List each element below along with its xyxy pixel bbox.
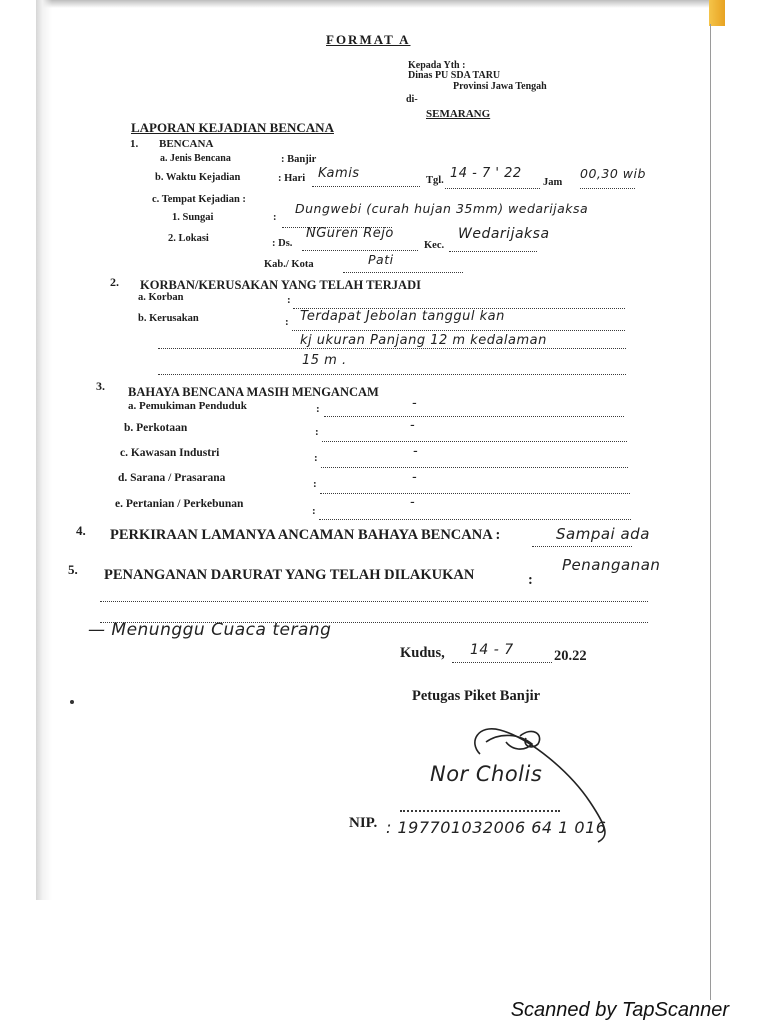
section5-number: 5. [68,562,78,577]
hari-label: : Hari [278,173,306,184]
section2-number: 2. [110,275,119,289]
kudus-date: 14 - 7 [470,642,514,658]
kerusakan-value-2: kj ukuran Panjang 12 m kedalaman [300,333,547,348]
tgl-label: Tgl. [426,175,444,186]
lokasi-label: 2. Lokasi [168,233,209,244]
pemukiman-colon: : [316,403,320,415]
provinsi-label: Provinsi Jawa Tengah [453,81,547,92]
section4-value-2: Penanganan [562,556,661,574]
jam-label: Jam [543,177,563,188]
section4-heading: PERKIRAAN LAMANYA ANCAMAN BAHAYA BENCANA : [110,527,501,543]
kecamatan-label: Kec. [424,240,445,251]
kabupaten-label: Kab./ Kota [264,259,314,270]
section4-line [532,546,632,547]
perkotaan-value: - [410,418,416,433]
jam-value: 00,30 wib [580,166,646,181]
perkotaan-colon: : [315,426,319,438]
pertanian-colon: : [312,505,316,517]
pertanian-value: - [410,495,416,510]
pertanian-label: e. Pertanian / Perkebunan [115,498,244,510]
section5-line-1 [100,601,648,602]
section5-colon: : [528,572,533,588]
pemukiman-line [324,416,624,417]
kabupaten-value: Pati [368,252,394,267]
kerusakan-colon: : [285,316,289,328]
dinas-label: Dinas PU SDA TARU [408,70,501,81]
format-title: FORMAT A [326,32,411,47]
pemukiman-value: - [412,396,418,411]
kerusakan-line-1 [292,330,625,331]
nip-label: NIP. [349,815,378,831]
kawasan-industri-colon: : [314,452,318,464]
petugas-title: Petugas Piket Banjir [412,688,541,704]
section1-heading: BENCANA [159,138,214,150]
kawasan-industri-label: c. Kawasan Industri [120,447,220,459]
kudus-year: 20.22 [554,648,587,664]
waktu-kejadian-label: b. Waktu Kejadian [155,172,241,183]
di-label: di- [406,94,418,105]
section5-heading: PENANGANAN DARURAT YANG TELAH DILAKUKAN [104,567,475,583]
sungai-value: Dungwebi (curah hujan 35mm) wedarijaksa [295,201,589,216]
desa-value: NGuren Rejo [306,226,394,241]
sungai-colon: : [273,212,277,223]
sungai-label: 1. Sungai [172,212,214,223]
kecamatan-value: Wedarijaksa [458,226,550,242]
sarana-prasarana-line [320,493,630,494]
perkotaan-label: b. Perkotaan [124,422,188,434]
kudus-date-line [452,662,552,663]
korban-colon: : [287,294,291,306]
sarana-prasarana-colon: : [313,478,317,490]
section4-value-1: Sampai ada [556,525,650,543]
section1-number: 1. [130,138,139,150]
hari-value: Kamis [318,166,360,181]
hari-line [312,186,420,187]
tgl-line [445,188,540,189]
jenis-bencana-label: a. Jenis Bencana [160,153,231,164]
scanner-watermark: Scanned by TapScanner [510,999,729,1021]
section5-value: — Menunggu Cuaca terang [88,620,332,640]
kerusakan-line-3 [158,374,626,375]
kota-tujuan: SEMARANG [426,108,491,120]
kerusakan-label: b. Kerusakan [138,313,199,324]
jenis-bencana-value: : Banjir [281,154,317,165]
desa-label: : Ds. [272,238,293,249]
section2-heading: KORBAN/KERUSAKAN YANG TELAH TERJADI [140,278,421,292]
kawasan-industri-line [321,467,628,468]
perkotaan-line [322,441,627,442]
pertanian-line [319,519,631,520]
kabupaten-line [343,272,463,273]
signer-name-line [400,810,560,812]
nip-value: : 197701032006 64 1 016 [386,818,607,837]
kerusakan-value-3: 15 m . [302,353,347,368]
kawasan-industri-value: - [413,444,419,459]
report-title: LAPORAN KEJADIAN BENCANA [131,120,334,135]
desa-line [302,250,418,251]
tgl-value: 14 - 7 ' 22 [450,166,522,181]
kudus-label: Kudus, [400,645,445,661]
kecamatan-line [449,251,537,252]
jam-line [580,188,635,189]
korban-label: a. Korban [138,292,184,303]
kerusakan-line-2 [158,348,626,349]
kerusakan-value-1: Terdapat Jebolan tanggul kan [300,309,505,324]
signer-name: Nor Cholis [430,762,543,786]
section3-heading: BAHAYA BENCANA MASIH MENGANCAM [128,385,379,399]
sarana-prasarana-value: - [412,470,418,485]
sarana-prasarana-label: d. Sarana / Prasarana [118,472,226,484]
section3-number: 3. [96,379,105,393]
kepada-label: Kepada Yth : [408,60,466,71]
section4-number: 4. [76,523,86,538]
pemukiman-label: a. Pemukiman Penduduk [128,400,247,412]
tempat-kejadian-label: c. Tempat Kejadian : [152,194,246,205]
stray-dot [70,700,74,704]
